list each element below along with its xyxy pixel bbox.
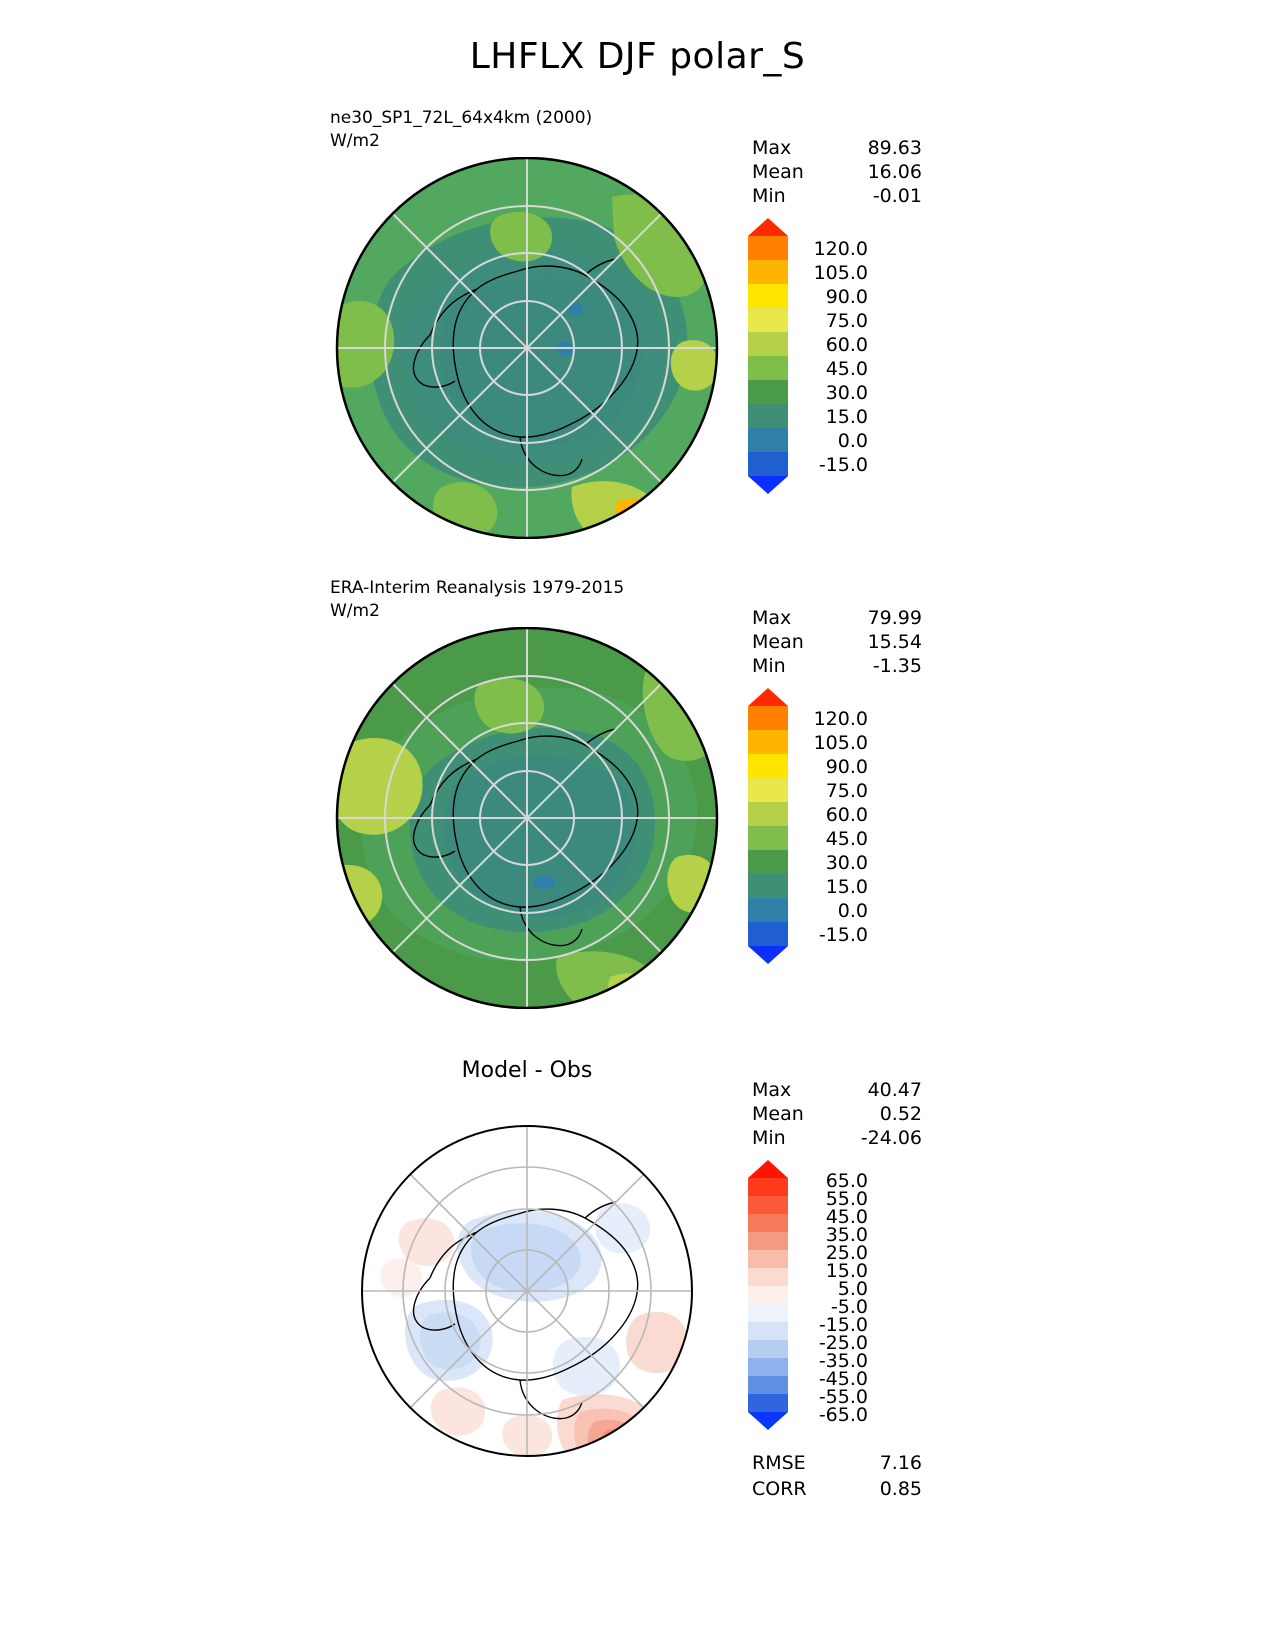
stat-row: Mean 16.06 — [752, 161, 922, 183]
colorbar-tick: 15.0 — [825, 406, 868, 428]
colorbar-gradient — [748, 688, 788, 964]
colorbar-tick: 0.0 — [837, 900, 868, 922]
panel-difference-map — [322, 1100, 732, 1482]
stat-row: Max 40.47 — [752, 1079, 922, 1101]
colorbar-segment — [748, 1358, 788, 1376]
colorbar-tick: 0.0 — [837, 430, 868, 452]
colorbar-tick: 90.0 — [825, 756, 868, 778]
panel-difference-metrics — [752, 1450, 922, 1502]
colorbar-tick: -55.0 — [818, 1386, 868, 1408]
colorbar-segment — [748, 236, 788, 260]
colorbar-segment — [748, 1196, 788, 1214]
colorbar-segment — [748, 1376, 788, 1394]
colorbar-segment — [748, 1268, 788, 1286]
colorbar-segment — [748, 1250, 788, 1268]
colorbar-segment — [748, 404, 788, 428]
stat-row: Max 89.63 — [752, 137, 922, 159]
colorbar-gradient — [748, 218, 788, 494]
stat-row: Min -24.06 — [752, 1127, 922, 1149]
colorbar-tick: -5.0 — [830, 1296, 868, 1318]
figure-title: LHFLX DJF polar_S — [469, 36, 806, 77]
colorbar-segment — [748, 730, 788, 754]
colorbar-arrow-down — [748, 946, 788, 964]
stat-row: Mean 15.54 — [752, 631, 922, 653]
colorbar-arrow-down — [748, 1412, 788, 1430]
colorbar-segment — [748, 1232, 788, 1250]
colorbar-segment — [748, 1322, 788, 1340]
panel-model-stats — [752, 136, 922, 208]
colorbar-segment — [748, 332, 788, 356]
panel-obs — [0, 470, 1275, 1030]
colorbar-segment — [748, 1178, 788, 1196]
colorbar-tick: 30.0 — [825, 382, 868, 404]
stat-row: Max 79.99 — [752, 607, 922, 629]
colorbar-tick: 75.0 — [825, 780, 868, 802]
colorbar-segment — [748, 380, 788, 404]
stat-row: Mean 0.52 — [752, 1103, 922, 1125]
colorbar-segment — [748, 874, 788, 898]
panel-difference — [0, 1000, 1275, 1620]
colorbar-segment — [748, 754, 788, 778]
colorbar-segment — [748, 706, 788, 730]
metric-row: RMSE 7.16 — [752, 1452, 922, 1474]
colorbar-segment — [748, 308, 788, 332]
colorbar-segment — [748, 898, 788, 922]
stat-row: Min -1.35 — [752, 655, 922, 677]
panel-difference-stats — [752, 1078, 922, 1150]
colorbar-segment — [748, 260, 788, 284]
colorbar-tick: 45.0 — [825, 828, 868, 850]
colorbar-gradient — [748, 1160, 788, 1430]
colorbar-segment — [748, 1340, 788, 1358]
colorbar-tick: 65.0 — [825, 1170, 868, 1192]
colorbar-tick: -25.0 — [818, 1332, 868, 1354]
colorbar-tick: 35.0 — [825, 1224, 868, 1246]
colorbar-segment — [748, 356, 788, 380]
colorbar-segment — [748, 1214, 788, 1232]
colorbar-tick: 55.0 — [825, 1188, 868, 1210]
colorbar-segment — [748, 1394, 788, 1412]
colorbar-segment — [748, 1304, 788, 1322]
colorbar-tick: -15.0 — [818, 1314, 868, 1336]
panel-obs-stats — [752, 606, 922, 678]
colorbar-tick: 105.0 — [813, 732, 868, 754]
colorbar-tick: 30.0 — [825, 852, 868, 874]
colorbar-segment — [748, 826, 788, 850]
colorbar-tick: 75.0 — [825, 310, 868, 332]
colorbar-segment — [748, 778, 788, 802]
colorbar-tick: 15.0 — [825, 1260, 868, 1282]
colorbar-segment — [748, 1286, 788, 1304]
colorbar-tick: 5.0 — [837, 1278, 868, 1300]
colorbar-tick: -15.0 — [818, 924, 868, 946]
panel-difference-title: Model - Obs — [461, 1058, 593, 1083]
panel-obs-title: ERA-Interim Reanalysis 1979-2015 — [330, 578, 625, 598]
panel-obs-units: W/m2 — [330, 601, 380, 621]
colorbar-arrow-up — [748, 218, 788, 236]
metric-row: CORR 0.85 — [752, 1478, 922, 1500]
colorbar-tick: -15.0 — [818, 454, 868, 476]
colorbar-tick: 45.0 — [825, 1206, 868, 1228]
colorbar-tick: -65.0 — [818, 1404, 868, 1426]
stat-row: Min -0.01 — [752, 185, 922, 207]
colorbar-tick: -35.0 — [818, 1350, 868, 1372]
colorbar-tick: -45.0 — [818, 1368, 868, 1390]
colorbar-arrow-up — [748, 688, 788, 706]
colorbar-tick: 90.0 — [825, 286, 868, 308]
colorbar-segment — [748, 850, 788, 874]
colorbar-tick: 25.0 — [825, 1242, 868, 1264]
panel-model-title: ne30_SP1_72L_64x4km (2000) — [330, 108, 593, 128]
colorbar-arrow-up — [748, 1160, 788, 1178]
colorbar-tick: 60.0 — [825, 334, 868, 356]
colorbar-tick: 60.0 — [825, 804, 868, 826]
colorbar-tick: 45.0 — [825, 358, 868, 380]
colorbar-segment — [748, 922, 788, 946]
panel-model-units: W/m2 — [330, 131, 380, 151]
colorbar-tick: 120.0 — [813, 708, 868, 730]
colorbar-tick: 15.0 — [825, 876, 868, 898]
panel-obs-map — [322, 627, 732, 1009]
colorbar-segment — [748, 802, 788, 826]
colorbar-tick: 105.0 — [813, 262, 868, 284]
colorbar-tick: 120.0 — [813, 238, 868, 260]
colorbar-segment — [748, 428, 788, 452]
colorbar-segment — [748, 284, 788, 308]
